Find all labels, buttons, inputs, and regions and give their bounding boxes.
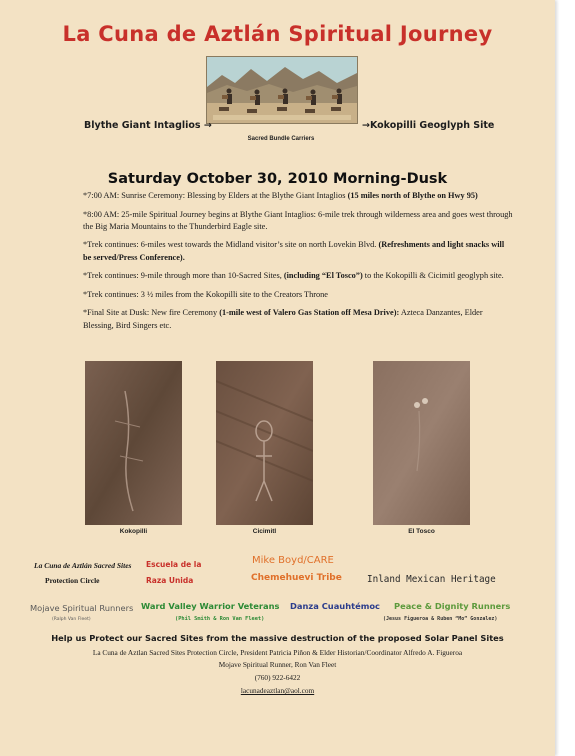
schedule-item: *Trek continues: 6-miles west towards the Midland visitor’s site on north Lovekin Blvd. (Refreshments and light snacks will be served/Press Conference). — [83, 240, 505, 262]
escuela-sponsor-line2: Raza Unida — [146, 576, 194, 585]
footer-headline: Help us Protect our Sacred Sites from the massive destruction of the proposed Solar Panel Sites — [51, 633, 504, 643]
cuna-sponsor-line2: Protection Circle — [45, 576, 100, 585]
blythe-intaglios-label: Blythe Giant Intaglios → — [84, 120, 212, 131]
schedule-item: *8:00 AM: 25-mile Spiritual Journey begins at Blythe Giant Intaglios: 6-mile trek through wilderness area and goes west through the Big Maria Mountains to the Thunderbird Eagle site. — [83, 209, 513, 231]
peace-dignity-sponsor: Peace & Dignity Runners — [394, 601, 511, 611]
photo-caption: El Tosco — [408, 528, 435, 535]
ward-valley-sponsor-sub: (Phil Smith & Ron Van Fleet) — [175, 616, 265, 622]
ward-valley-sponsor: Ward Valley Warrior Veterans — [141, 601, 280, 611]
sacred-bundle-carriers-artwork — [206, 56, 358, 124]
escuela-sponsor-line1: Escuela de la — [146, 560, 202, 569]
cuna-sponsor-line1: La Cuna de Aztlán Sacred Sites — [34, 561, 132, 570]
kokopilli-site-label: →Kokopilli Geoglyph Site — [362, 120, 495, 131]
photo-caption: Kokopilli — [119, 528, 148, 535]
footer-email-link[interactable]: lacunadeaztlan@aol.com — [240, 686, 315, 695]
mike-boyd-sponsor: Mike Boyd/CARE — [252, 555, 334, 566]
footer-phone: (760) 922-6422 — [254, 673, 301, 682]
cicimitl-photo — [216, 361, 313, 525]
schedule-item: *Final Site at Dusk: New fire Ceremony (1-mile west of Valero Gas Station off Mesa Drive): Azteca Danzantes, Elder Blessing, Bird Singers etc. — [83, 308, 483, 330]
schedule-item: *Trek continues: 3 ½ miles from the Kokopilli site to the Creators Throne — [83, 289, 328, 299]
mojave-sponsor: Mojave Spiritual Runners — [30, 603, 134, 613]
mojave-sponsor-sub: (Ralph Van Fleet) — [52, 617, 91, 622]
danza-sponsor: Danza Cuauhtémoc — [290, 601, 380, 611]
peace-dignity-sponsor-sub: (Jesus Figueroa & Ruben “Mo” Gonzalez) — [383, 616, 498, 622]
schedule-item: *7:00 AM: Sunrise Ceremony: Blessing by Elders at the Blythe Giant Intaglios (15 miles north of Blythe on Hwy 95) — [83, 191, 478, 200]
inland-sponsor: Inland Mexican Heritage — [367, 574, 496, 585]
photo-caption: Cicimitl — [252, 528, 277, 535]
footer-email-wrap — [0, 686, 555, 695]
event-date-heading: Saturday October 30, 2010 Morning-Dusk — [107, 171, 448, 187]
el-tosco-photo — [373, 361, 470, 525]
chemehuevi-sponsor: Chemehuevi Tribe — [251, 573, 342, 583]
schedule — [83, 190, 513, 338]
schedule-item: *Trek continues: 9-mile through more than 10-Sacred Sites, (including “El Tosco”) to the Kokopilli & Cicimitl geoglyph site. — [83, 271, 504, 281]
footer-line1: La Cuna de Aztlan Sacred Sites Protection Circle, President Patricia Piñon & Elder Historian/Coordinator Alfredo A. Figueroa — [92, 648, 463, 657]
footer-line2: Mojave Spiritual Runner, Ron Van Fleet — [218, 660, 337, 669]
flyer-title: La Cuna de Aztlán Spiritual Journey — [62, 22, 493, 46]
banner-caption: Sacred Bundle Carriers — [247, 136, 315, 142]
kokopilli-photo — [85, 361, 182, 525]
